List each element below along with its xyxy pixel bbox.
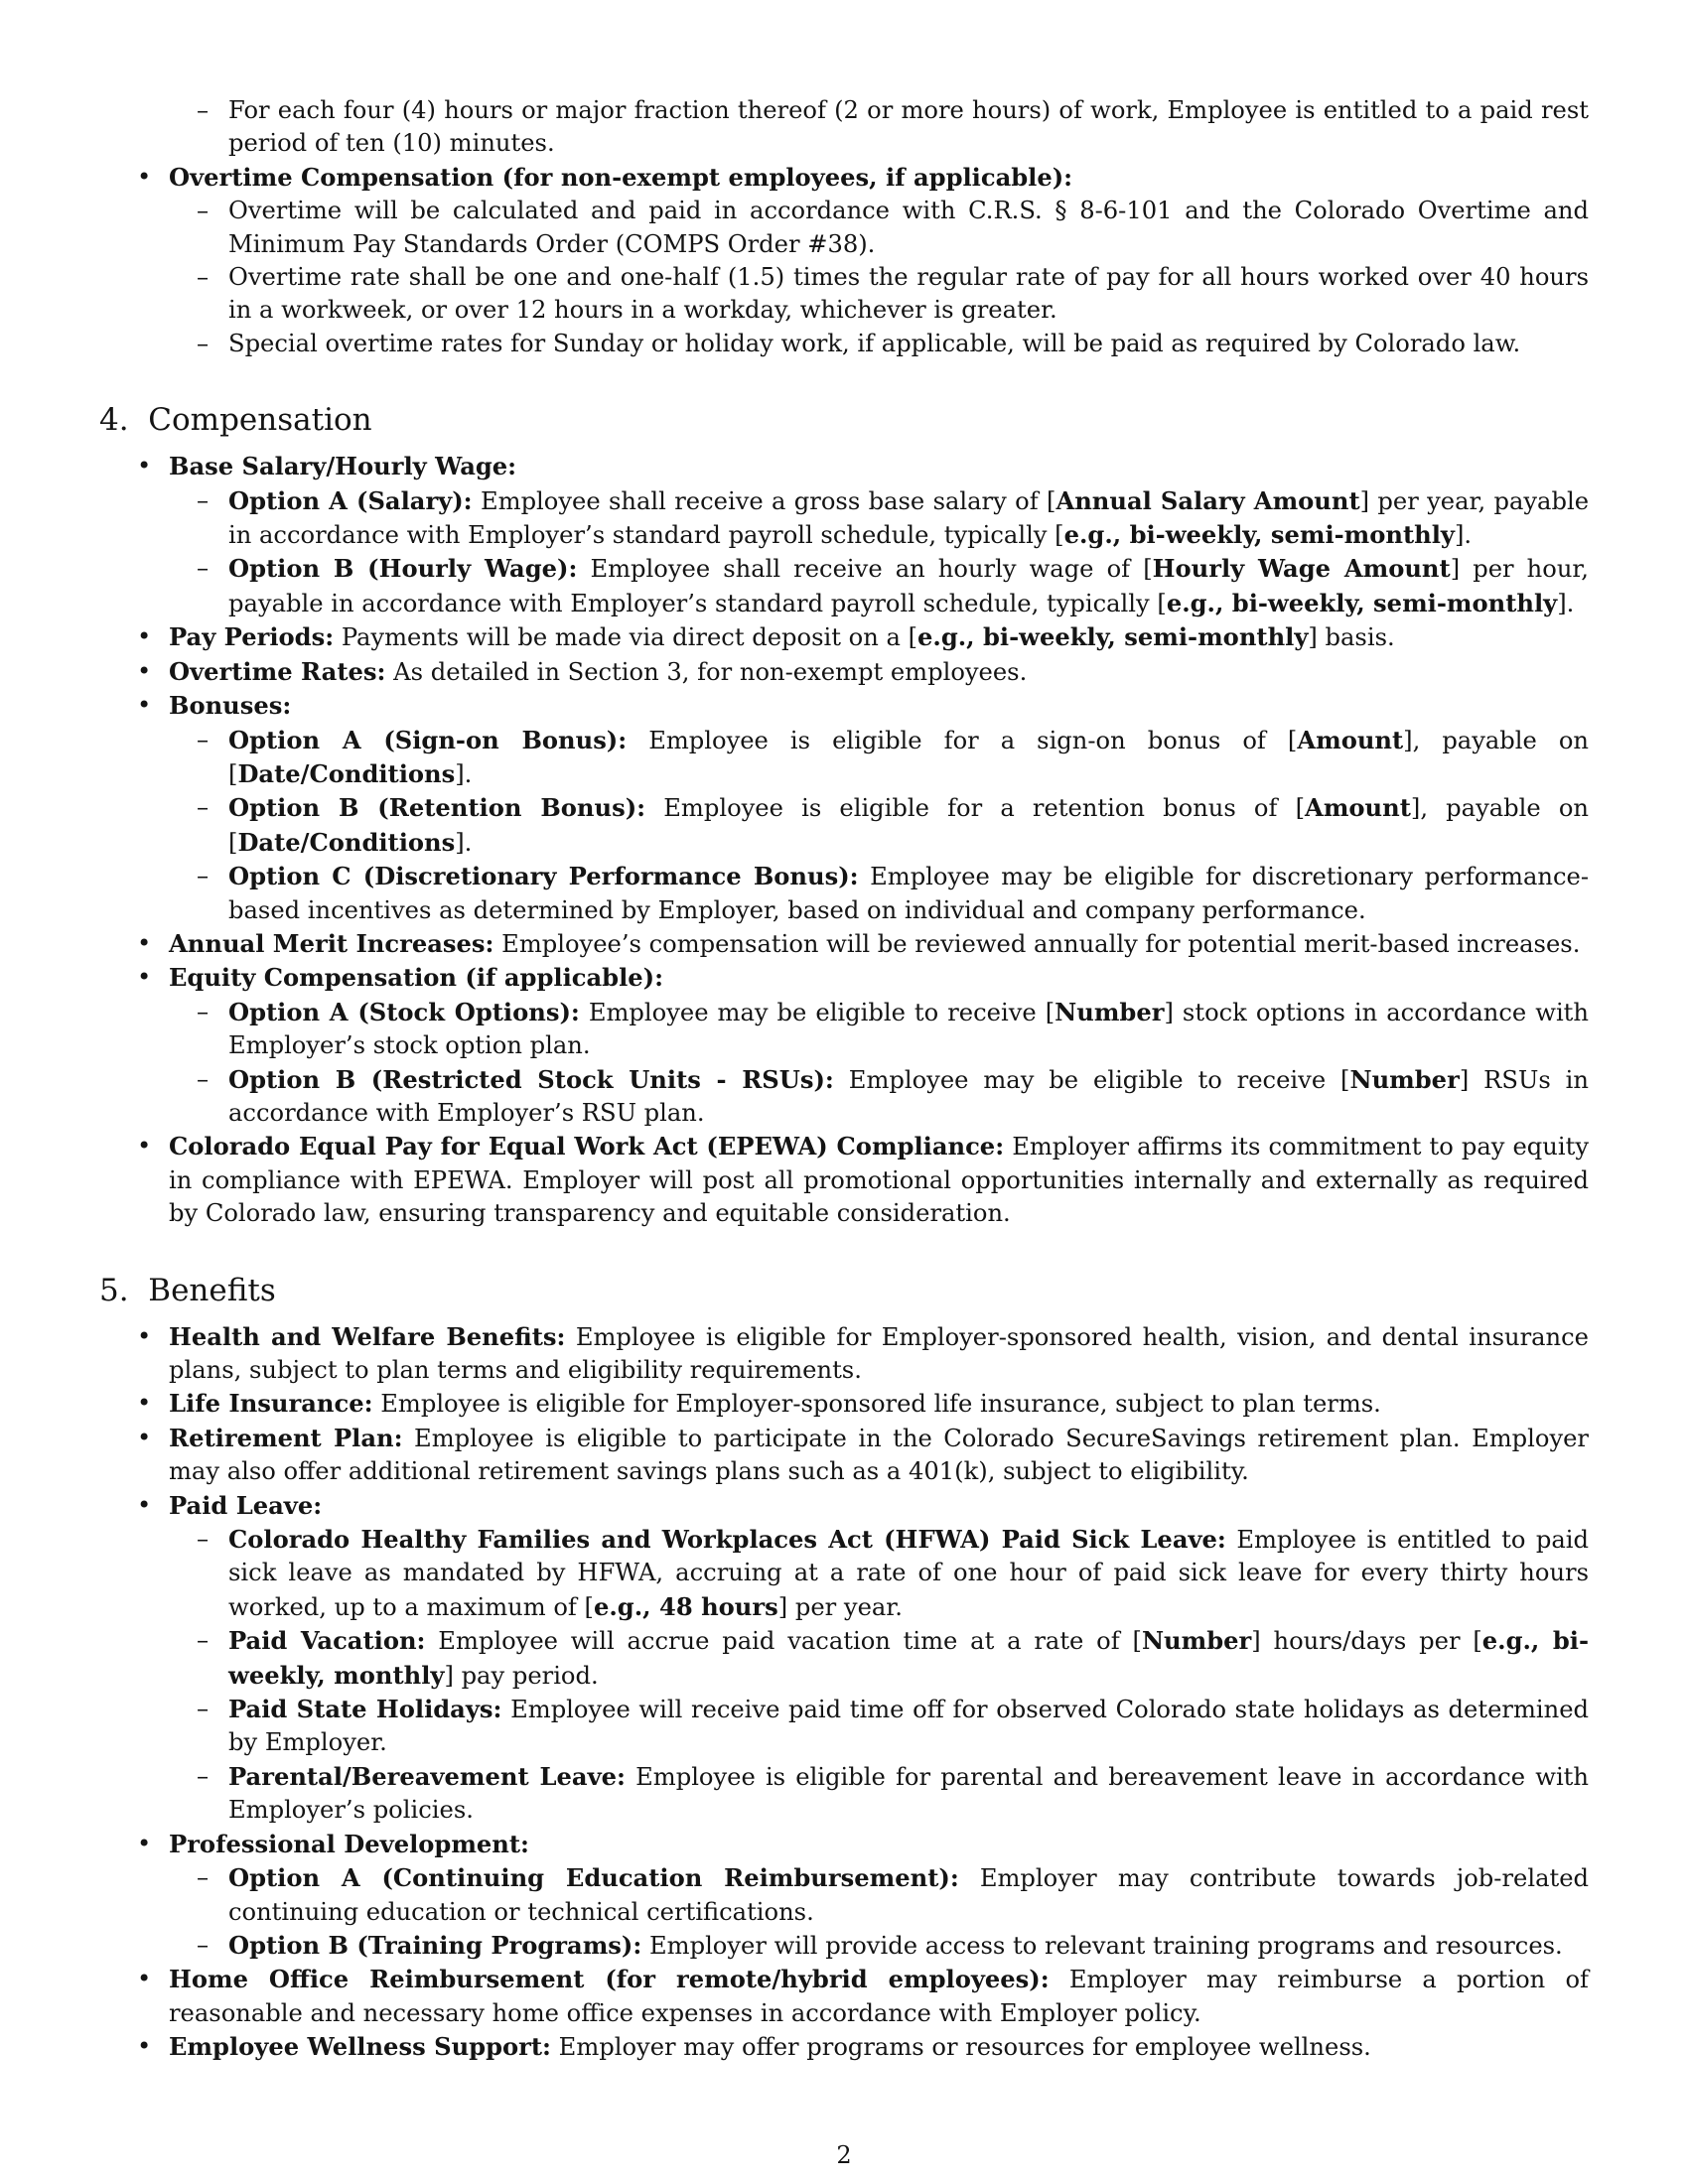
list-item: – Paid State Holidays: Employee will receive paid time off for observed Colorado state holidays as determined by Employer. xyxy=(197,1695,1589,1757)
list-item: – Option C (Discretionary Performance Bonus): Employee may be eligible for discretionary performance-based incentives as determined by Employer, based on individual and company performance. xyxy=(197,862,1589,924)
bullet-marker: • xyxy=(137,963,152,992)
page-number: 2 xyxy=(836,2141,852,2169)
list-item: – Parental/Bereavement Leave: Employee is eligible for parental and bereavement leave in accordance with Employer’s policies. xyxy=(197,1761,1589,1825)
dash-marker: – xyxy=(197,263,210,292)
list-item: • Home Office Reimbursement (for remote/hybrid employees): Employer may reimburse a portion of reasonable and necessary home office expenses in accordance with Employer policy. xyxy=(137,1965,1589,2027)
dash-marker: – xyxy=(197,197,210,225)
list-item: – Option B (Restricted Stock Units - RSUs): Employee may be eligible to receive [Number] RSUs in accordance with Employer’s RSU plan. xyxy=(197,1064,1589,1127)
bullet-marker: • xyxy=(137,691,152,720)
overtime-list xyxy=(99,161,1589,360)
list-item: • Annual Merit Increases: Employee’s compensation will be reviewed annually for potential merit-based increases. xyxy=(99,927,1589,961)
list-item: – Option B (Training Programs): Employer will provide access to relevant training programs and resources. xyxy=(99,1929,1589,1963)
dash-marker: – xyxy=(197,1626,210,1655)
list-item: – Overtime will be calculated and paid in accordance with C.R.S. § 8-6-101 and the Colorado Overtime and Minimum Pay Standards Order (COMPS Order #38). xyxy=(197,197,1589,258)
dash-marker: – xyxy=(197,1930,210,1959)
bullet-marker: • xyxy=(137,2032,152,2061)
item-heading: Overtime Compensation (for non-exempt employees, if applicable): xyxy=(169,162,1073,192)
list-item: – Overtime rate shall be one and one-half (1.5) times the regular rate of pay for all hours worked over 40 hours in a workweek, or over 12 hours in a workday, whichever is greater. xyxy=(197,263,1589,325)
bullet-marker: • xyxy=(137,452,152,480)
list-item: – Special overtime rates for Sunday or holiday work, if applicable, will be paid as required by Colorado law. xyxy=(99,328,1589,360)
benefits-list xyxy=(99,1320,1589,2065)
bullet-marker: • xyxy=(137,1132,152,1160)
compensation-list xyxy=(99,450,1589,1230)
bullet-marker: • xyxy=(137,1423,152,1451)
list-item: – Option B (Retention Bonus): Employee is eligible for a retention bonus of [Amount], payable on [Date/Conditions]. xyxy=(197,793,1589,857)
dash-marker: – xyxy=(197,1761,210,1790)
bullet-marker: • xyxy=(137,1829,152,1857)
bullet-marker: • xyxy=(137,1321,152,1350)
dash-marker: – xyxy=(197,1064,210,1093)
list-item: • Colorado Equal Pay for Equal Work Act (EPEWA) Compliance: Employer affirms its commitment to pay equity in compliance with EPEWA. Employer will post all promotional opportunities internally and externally as required by Colorado law, ensuring transparency and equitable consideration. xyxy=(137,1132,1589,1228)
bullet-marker: • xyxy=(137,1965,152,1993)
dash-marker: – xyxy=(197,329,210,357)
section-heading: 5. Benefits xyxy=(99,1272,276,1308)
dash-marker: – xyxy=(197,793,210,822)
rest-period-list xyxy=(99,94,1589,161)
section-heading: 4. Compensation xyxy=(99,402,372,439)
list-item: • Retirement Plan: Employee is eligible to participate in the Colorado SecureSavings retirement plan. Employer may also offer additional retirement savings plans such as a 401(k), subject to eligibility. xyxy=(137,1423,1589,1486)
list-item xyxy=(99,161,1589,195)
bullet-marker: • xyxy=(137,656,152,685)
dash-marker: – xyxy=(197,862,210,890)
dash-marker: – xyxy=(197,554,210,583)
list-item: – Option A (Stock Options): Employee may be eligible to receive [Number] stock options in accordance with Employer’s stock option plan. xyxy=(197,997,1589,1060)
list-item: • Equity Compensation (if applicable): xyxy=(99,961,1589,995)
bullet-marker: • xyxy=(137,162,152,191)
list-item: • Professional Development: xyxy=(99,1828,1589,1861)
bullet-marker: • xyxy=(137,622,152,651)
bullet-marker: • xyxy=(137,1389,152,1418)
list-item: • Paid Leave: xyxy=(99,1489,1589,1523)
list-item: – Paid Vacation: Employee will accrue paid vacation time at a rate of [Number] hours/days per [e.g., bi-weekly, monthly] pay period. xyxy=(197,1626,1590,1690)
list-item: • Bonuses: xyxy=(99,689,1589,723)
list-item: • Base Salary/Hourly Wage: xyxy=(99,450,1589,483)
dash-marker: – xyxy=(197,725,210,753)
list-item: – Option A (Sign-on Bonus): Employee is eligible for a sign-on bonus of [Amount], payable on [Date/Conditions]. xyxy=(197,725,1590,788)
list-item: • Health and Welfare Benefits: Employee is eligible for Employer-sponsored health, vision, and dental insurance plans, subject to plan terms and eligibility requirements. xyxy=(137,1321,1589,1384)
dash-marker: – xyxy=(197,997,210,1025)
list-item: • Employee Wellness Support: Employer may offer programs or resources for employee wellness. xyxy=(99,2030,1589,2064)
list-item: – For each four (4) hours or major fraction thereof (2 or more hours) of work, Employee is entitled to a paid rest period of ten (10) minutes. xyxy=(197,96,1589,158)
bullet-marker: • xyxy=(137,928,152,957)
list-item: – Colorado Healthy Families and Workplaces Act (HFWA) Paid Sick Leave: Employee is entitled to paid sick leave as mandated by HFWA, accruing at a rate of one hour of paid sick leave for every thirty hours worked, up to a maximum of [e.g., 48 hours] per year. xyxy=(197,1525,1589,1621)
document-page xyxy=(99,94,1589,2065)
dash-marker: – xyxy=(197,1863,210,1892)
dash-marker: – xyxy=(197,1525,210,1554)
list-item: – Option B (Hourly Wage): Employee shall receive an hourly wage of [Hourly Wage Amount] per hour, payable in accordance with Employer’s standard payroll schedule, typically [e.g., bi-weekly, semi-monthly]. xyxy=(197,554,1589,617)
dash-marker: – xyxy=(197,485,210,514)
bullet-marker: • xyxy=(137,1490,152,1519)
dash-marker: – xyxy=(197,1695,210,1723)
section-title: Benefits xyxy=(148,1272,276,1308)
dash-marker: – xyxy=(197,96,210,124)
list-item: • Life Insurance: Employee is eligible for Employer-sponsored life insurance, subject to plan terms. xyxy=(99,1387,1589,1421)
list-item: – Option A (Salary): Employee shall receive a gross base salary of [Annual Salary Amount] per year, payable in accordance with Employer’s standard payroll schedule, typically [e.g., bi-weekly, semi-monthly]. xyxy=(197,485,1590,550)
list-item: • Pay Periods: Payments will be made via direct deposit on a [e.g., bi-weekly, semi-monthly] basis. xyxy=(99,620,1589,654)
list-item: • Overtime Rates: As detailed in Section 3, for non-exempt employees. xyxy=(99,655,1589,689)
list-item: – Option A (Continuing Education Reimbursement): Employer may contribute towards job-related continuing education or technical certifications. xyxy=(197,1863,1590,1926)
section-title: Compensation xyxy=(148,402,372,439)
